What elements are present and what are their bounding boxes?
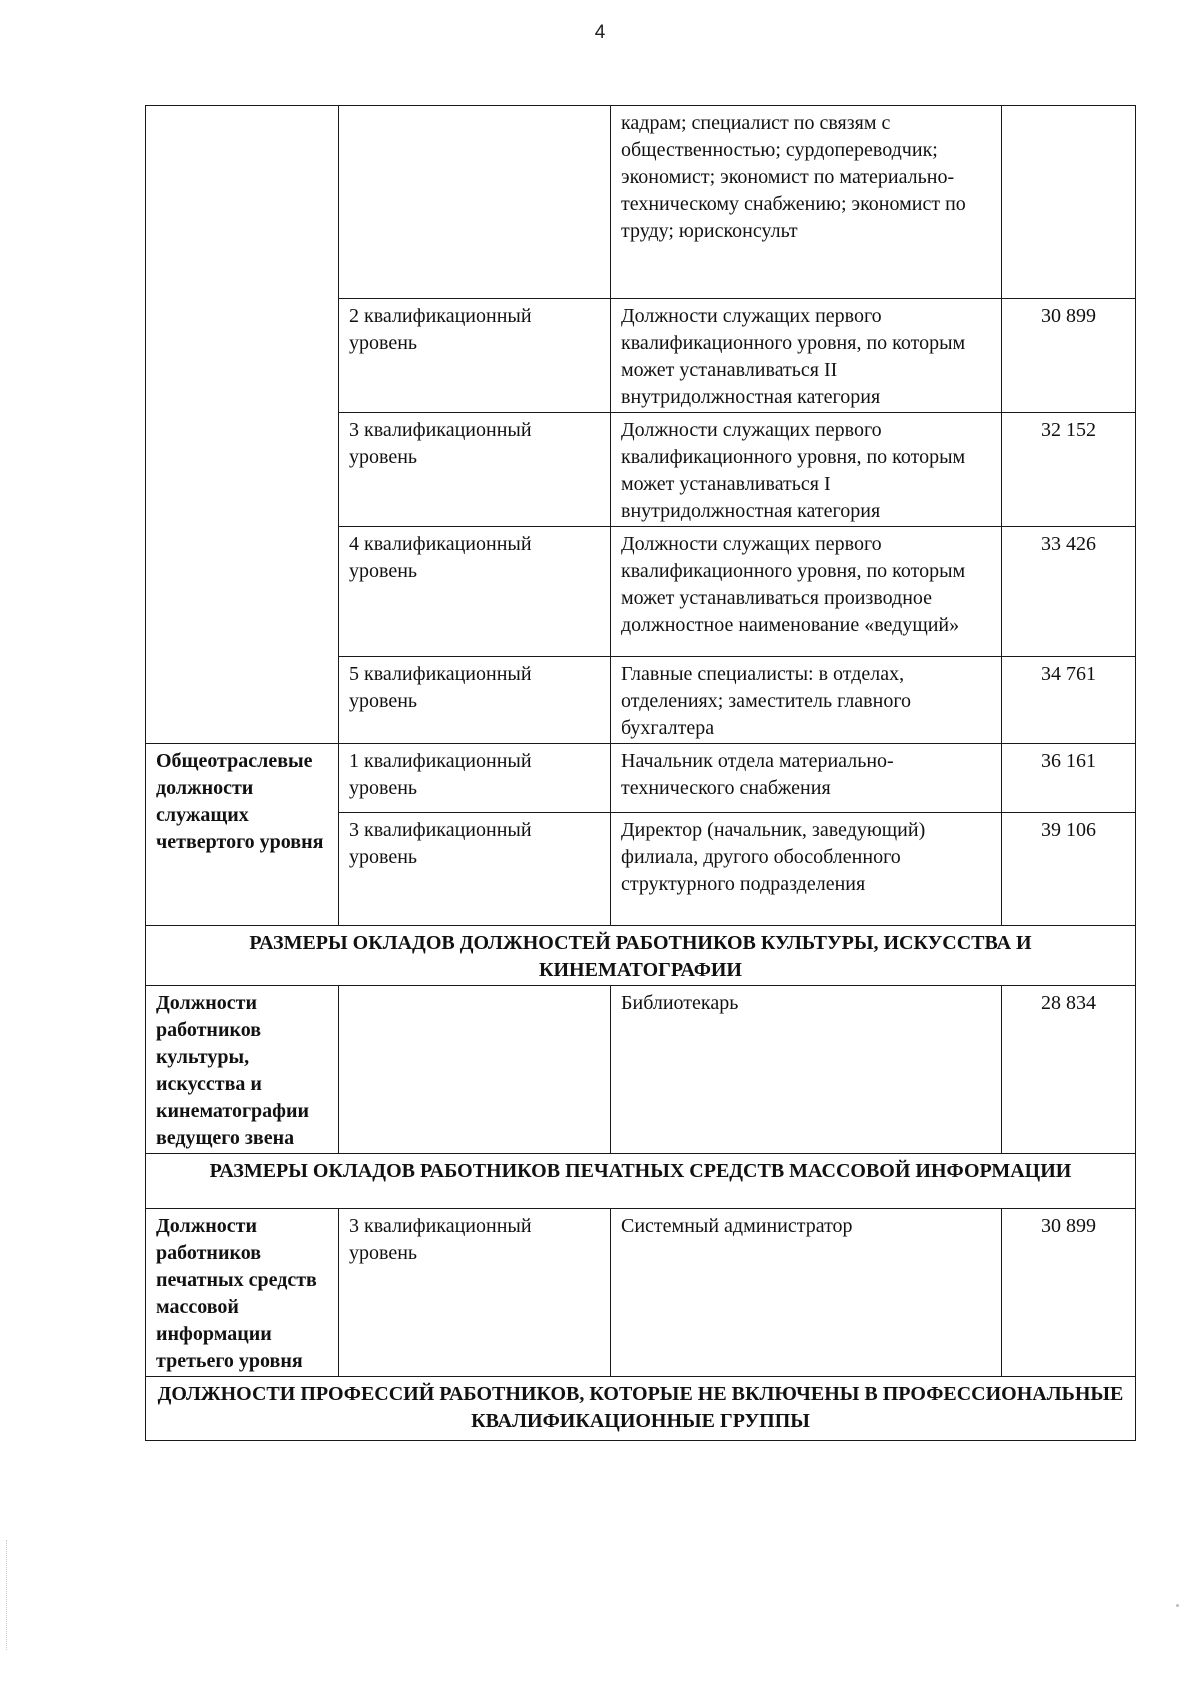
table-row: [146, 106, 1136, 299]
position-cell: Должности служащих первого квалификационного уровня, по которым может устанавливаться производное должностное наименование «ведущий»: [611, 527, 1002, 657]
position-cell: Директор (начальник, заведующий) филиала, другого обособленного структурного подразделения: [611, 813, 1002, 926]
scan-speck: [1176, 1604, 1179, 1607]
level-cell: 2 квалификационный уровень: [339, 299, 611, 413]
level-cell: 5 квалификационный уровень: [339, 657, 611, 744]
group-cell: Должности работников печатных средств массовой информации третьего уровня: [146, 1209, 339, 1377]
salary-cell: 32 152: [1002, 413, 1136, 527]
salary-cell: 36 161: [1002, 744, 1136, 813]
salary-cell: 30 899: [1002, 299, 1136, 413]
salary-cell: 33 426: [1002, 527, 1136, 657]
position-cell: Системный администратор: [611, 1209, 1002, 1377]
position-cell: Должности служащих первого квалификационного уровня, по которым может устанавливаться II внутридолжностная категория: [611, 299, 1002, 413]
salary-cell: [1002, 106, 1136, 299]
section-heading-row: [146, 1377, 1136, 1441]
salary-cell: 28 834: [1002, 986, 1136, 1154]
table-row: [146, 1209, 1136, 1377]
level-cell: 3 квалификационный уровень: [339, 1209, 611, 1377]
level-cell: 3 квалификационный уровень: [339, 413, 611, 527]
salary-cell: 34 761: [1002, 657, 1136, 744]
level-cell: 3 квалификационный уровень: [339, 813, 611, 926]
section-heading-other: ДОЛЖНОСТИ ПРОФЕССИЙ РАБОТНИКОВ, КОТОРЫЕ НЕ ВКЛЮЧЕНЫ В ПРОФЕССИОНАЛЬНЫЕ КВАЛИФИКАЦИОННЫЕ ГРУППЫ: [146, 1377, 1136, 1441]
scan-margin-dots: [6, 1540, 9, 1650]
group-cell: Общеотраслевые должности служащих четвертого уровня: [146, 744, 339, 926]
position-cell: Библиотекарь: [611, 986, 1002, 1154]
position-cell: Главные специалисты: в отделах, отделениях; заместитель главного бухгалтера: [611, 657, 1002, 744]
level-cell: 1 квалификационный уровень: [339, 744, 611, 813]
salary-cell: 30 899: [1002, 1209, 1136, 1377]
section-heading-row: [146, 926, 1136, 986]
level-cell: 4 квалификационный уровень: [339, 527, 611, 657]
group-cell: Должности работников культуры, искусства и кинематографии ведущего звена: [146, 986, 339, 1154]
salary-table: [145, 105, 1136, 1441]
level-cell: [339, 106, 611, 299]
salary-cell: 39 106: [1002, 813, 1136, 926]
level-cell: [339, 986, 611, 1154]
position-cell: кадрам; специалист по связям с общественностью; сурдопереводчик; экономист; экономист по материально-техническому снабжению; экономист по труду; юрисконсульт: [611, 106, 1002, 299]
section-heading-row: [146, 1154, 1136, 1209]
group-cell-empty: [146, 106, 339, 744]
section-heading-culture: РАЗМЕРЫ ОКЛАДОВ ДОЛЖНОСТЕЙ РАБОТНИКОВ КУЛЬТУРЫ, ИСКУССТВА И КИНЕМАТОГРАФИИ: [146, 926, 1136, 986]
table-row: [146, 986, 1136, 1154]
position-cell: Начальник отдела материально-технического снабжения: [611, 744, 1002, 813]
section-heading-press: РАЗМЕРЫ ОКЛАДОВ РАБОТНИКОВ ПЕЧАТНЫХ СРЕДСТВ МАССОВОЙ ИНФОРМАЦИИ: [146, 1154, 1136, 1209]
position-cell: Должности служащих первого квалификационного уровня, по которым может устанавливаться I внутридолжностная категория: [611, 413, 1002, 527]
table-row: [146, 744, 1136, 813]
page-number: 4: [594, 22, 606, 43]
